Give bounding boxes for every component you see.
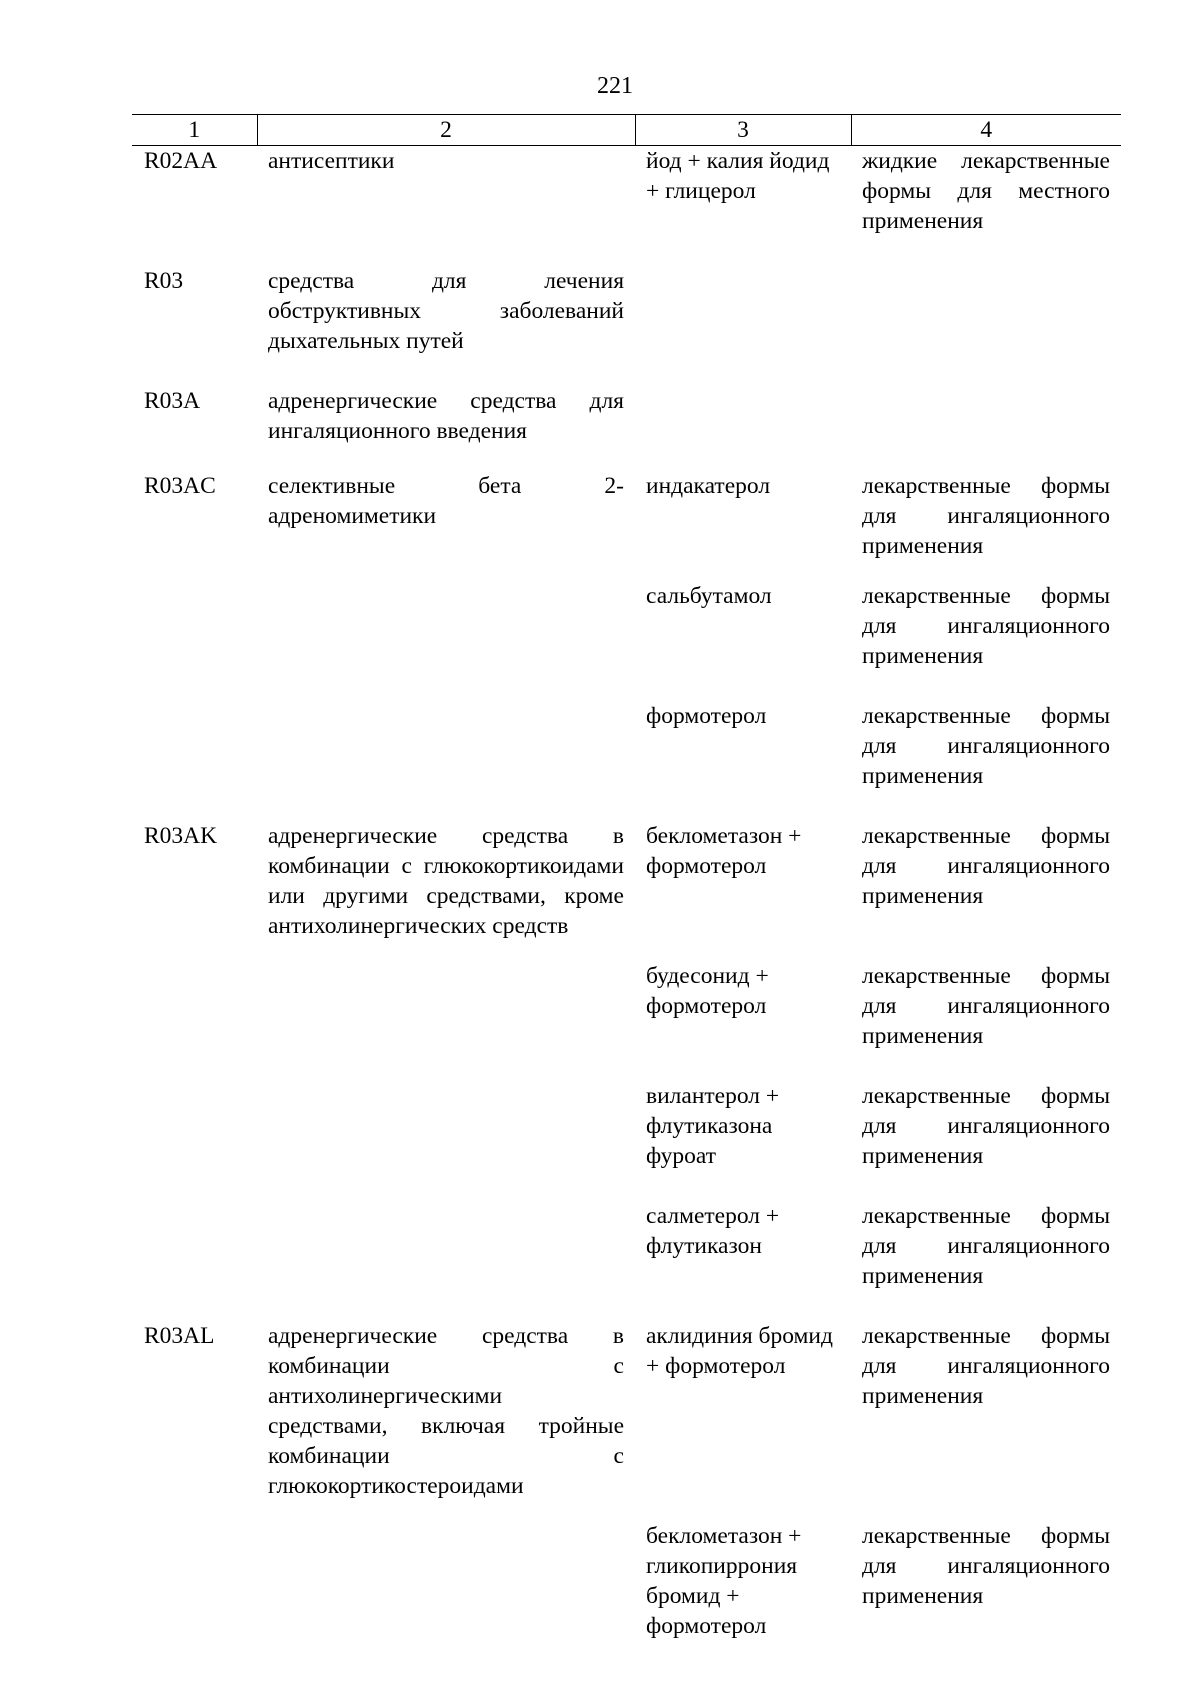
table-header xyxy=(132,115,1121,146)
table-row xyxy=(132,821,1121,961)
dosage-form xyxy=(851,266,1121,386)
table-row xyxy=(132,386,1121,471)
atc-code: R02AA xyxy=(144,148,218,174)
group-name: селективные бета 2-адреномиметики xyxy=(268,473,624,529)
dosage-form: жидкие лекарственные формы для местного применения xyxy=(862,148,1110,234)
atc-code xyxy=(132,1521,257,1641)
drug-name: будесонид + формотерол xyxy=(646,963,769,1019)
group-name: адренергические средства для ингаляционного введения xyxy=(268,388,624,444)
group-name xyxy=(257,961,635,1081)
drug-name: сальбутамол xyxy=(646,583,772,609)
column-header-3: 3 xyxy=(635,115,851,146)
atc-code: R03 xyxy=(144,268,184,294)
drug-name: беклометазон + гликопиррония бромид + формотерол xyxy=(646,1523,802,1639)
group-name xyxy=(257,701,635,821)
table-row xyxy=(132,1081,1121,1201)
table-row xyxy=(132,471,1121,581)
dosage-form xyxy=(851,386,1121,471)
drug-name: индакатерол xyxy=(646,473,771,499)
drug-name xyxy=(635,266,851,386)
column-header-2: 2 xyxy=(257,115,635,146)
table-row xyxy=(132,1321,1121,1521)
drug-classification-table xyxy=(132,114,1121,1641)
dosage-form: лекарственные формы для ингаляционного применения xyxy=(862,1523,1110,1609)
atc-code: R03AC xyxy=(144,473,216,499)
table-row xyxy=(132,146,1121,267)
header-row xyxy=(132,115,1121,146)
dosage-form: лекарственные формы для ингаляционного применения xyxy=(862,583,1110,669)
dosage-form: лекарственные формы для ингаляционного применения xyxy=(862,963,1110,1049)
group-name xyxy=(257,581,635,701)
page-number: 221 xyxy=(597,73,633,99)
group-name xyxy=(257,1201,635,1321)
drug-name: беклометазон + формотерол xyxy=(646,823,802,879)
group-name xyxy=(257,1081,635,1201)
atc-code: R03AK xyxy=(144,823,218,849)
group-name: адренергические средства в комбинации с глюкокортикоидами или другими средствами, кроме антихолинергических средств xyxy=(268,823,624,939)
drug-name: салметерол + флутиказон xyxy=(646,1203,780,1259)
drug-name: аклидиния бромид + формотерол xyxy=(646,1323,833,1379)
atc-code xyxy=(132,1081,257,1201)
drug-name: вилантерол + флутиказона фуроат xyxy=(646,1083,780,1169)
atc-code xyxy=(132,581,257,701)
column-header-4: 4 xyxy=(851,115,1121,146)
table-row xyxy=(132,1521,1121,1641)
dosage-form: лекарственные формы для ингаляционного применения xyxy=(862,703,1110,789)
table-body xyxy=(132,146,1121,1642)
drug-name: формотерол xyxy=(646,703,767,729)
dosage-form: лекарственные формы для ингаляционного применения xyxy=(862,1083,1110,1169)
atc-code xyxy=(132,701,257,821)
table-row xyxy=(132,1201,1121,1321)
dosage-form: лекарственные формы для ингаляционного применения xyxy=(862,1323,1110,1409)
table-row xyxy=(132,961,1121,1081)
group-name: адренергические средства в комбинации с антихолинергическими средствами, включая тройные комбинации с глюкокортикостероидами xyxy=(268,1323,624,1499)
group-name: антисептики xyxy=(268,148,395,174)
table-row xyxy=(132,581,1121,701)
table-row xyxy=(132,266,1121,386)
drug-name xyxy=(635,386,851,471)
group-name: средства для лечения обструктивных заболеваний дыхательных путей xyxy=(268,268,624,354)
table-row xyxy=(132,701,1121,821)
dosage-form: лекарственные формы для ингаляционного применения xyxy=(862,473,1110,559)
dosage-form: лекарственные формы для ингаляционного применения xyxy=(862,823,1110,909)
atc-code: R03A xyxy=(144,388,201,414)
column-header-1: 1 xyxy=(132,115,257,146)
dosage-form: лекарственные формы для ингаляционного применения xyxy=(862,1203,1110,1289)
atc-code: R03AL xyxy=(144,1323,215,1349)
drug-name: йод + калия йодид + глицерол xyxy=(646,148,830,204)
group-name xyxy=(257,1521,635,1641)
atc-code xyxy=(132,1201,257,1321)
atc-code xyxy=(132,961,257,1081)
